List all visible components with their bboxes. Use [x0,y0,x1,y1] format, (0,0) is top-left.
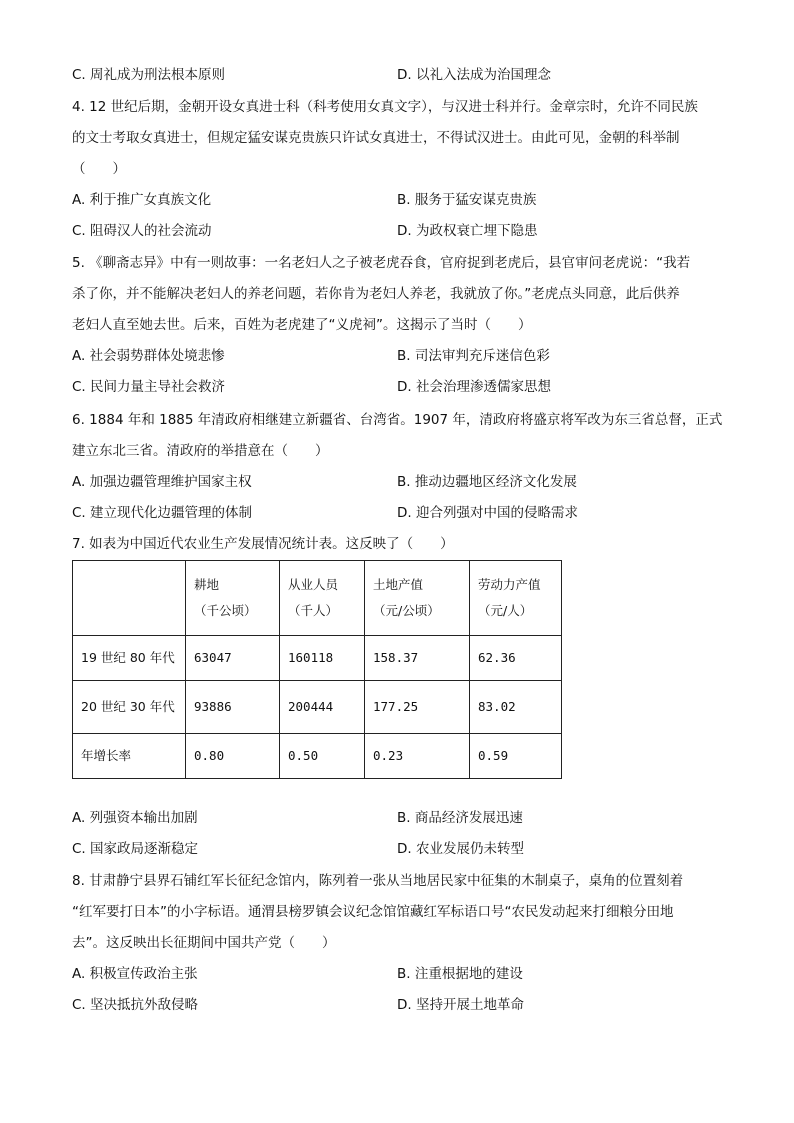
table-header-row [73,561,562,636]
table-header-cell: 劳动力产值 （元/人） [470,561,562,636]
q8-stem-line-2: “红军要打日本”的小字标语。通渭县榜罗镇会议纪念馆馆藏红军标语口号“农民发动起来打细粮分田地 [72,904,674,920]
table-header-cell [73,561,186,636]
q5-option-a: A. 社会弱势群体处境悲惨 [72,348,225,364]
q3-option-d: D. 以礼入法成为治国理念 [397,67,551,83]
q4-option-c: C. 阻碍汉人的社会流动 [72,223,212,239]
q7-option-b: B. 商品经济发展迅速 [397,810,523,826]
q4-option-b: B. 服务于猛安谋克贵族 [397,192,537,208]
q7-stem-line-1: 7. 如表为中国近代农业生产发展情况统计表。这反映了（ ） [72,536,454,552]
table-cell: 19 世纪 80 年代 [73,636,186,681]
table-cell: 0.23 [365,734,470,779]
q5-stem-line-3: 老妇人直至她去世。后来，百姓为老虎建了“义虎祠”。这揭示了当时（ ） [72,317,532,333]
table-cell: 83.02 [470,681,562,734]
q6-option-c: C. 建立现代化边疆管理的体制 [72,505,253,521]
q7-option-d: D. 农业发展仍未转型 [397,841,524,857]
table-cell: 20 世纪 30 年代 [73,681,186,734]
q8-stem-line-1: 8. 甘肃静宁县界石铺红军长征纪念馆内，陈列着一张从当地居民家中征集的木制桌子，桌角的位置刻着 [72,873,684,889]
table-header-cell: 从业人员 （千人） [280,561,365,636]
table-cell: 0.80 [186,734,280,779]
q4-option-d: D. 为政权衰亡埋下隐患 [397,223,538,239]
q6-option-a: A. 加强边疆管理维护国家主权 [72,474,252,490]
q8-option-a: A. 积极宣传政治主张 [72,966,198,982]
table-cell: 63047 [186,636,280,681]
table-cell: 62.36 [470,636,562,681]
q7-option-a: A. 列强资本输出加剧 [72,810,198,826]
table-row [73,636,562,681]
table-cell: 158.37 [365,636,470,681]
table-cell: 160118 [280,636,365,681]
table-cell: 0.59 [470,734,562,779]
q5-option-b: B. 司法审判充斥迷信色彩 [397,348,550,364]
q5-stem-line-2: 杀了你，并不能解决老妇人的养老问题，若你肯为老妇人养老，我就放了你。”老虎点头同意，此后供养 [72,286,680,302]
q5-option-d: D. 社会治理渗透儒家思想 [397,379,551,395]
q6-stem-line-2: 建立东北三省。清政府的举措意在（ ） [72,443,329,459]
table-cell: 年增长率 [73,734,186,779]
q4-option-a: A. 利于推广女真族文化 [72,192,212,208]
q6-option-d: D. 迎合列强对中国的侵略需求 [397,505,578,521]
q8-stem-line-3: 去”。这反映出长征期间中国共产党（ ） [72,935,336,951]
table-header-cell: 耕地 （千公顷） [186,561,280,636]
table-cell: 200444 [280,681,365,734]
table-header-cell: 土地产值 （元/公顷） [365,561,470,636]
q3-option-c: C. 周礼成为刑法根本原则 [72,67,226,83]
q8-option-c: C. 坚决抵抗外敌侵略 [72,997,199,1013]
q4-stem-line-3: （ ） [72,161,126,177]
table-row [73,681,562,734]
q4-stem-line-2: 的文士考取女真进士，但规定猛安谋克贵族只许试女真进士，不得试汉进士。由此可见，金朝的科举制 [72,130,680,146]
table-cell: 0.50 [280,734,365,779]
q6-option-b: B. 推动边疆地区经济文化发展 [397,474,577,490]
agriculture-statistics-table [72,560,562,779]
q5-option-c: C. 民间力量主导社会救济 [72,379,226,395]
q8-option-b: B. 注重根据地的建设 [397,966,523,982]
q8-option-d: D. 坚持开展土地革命 [397,997,524,1013]
q4-stem-line-1: 4. 12 世纪后期，金朝开设女真进士科（科考使用女真文字），与汉进士科并行。金章宗时，允许不同民族 [72,99,698,115]
table-cell: 177.25 [365,681,470,734]
table-row [73,734,562,779]
q6-stem-line-1: 6. 1884 年和 1885 年清政府相继建立新疆省、台湾省。1907 年，清政府将盛京将军改为东三省总督，正式 [72,412,723,428]
q5-stem-line-1: 5. 《聊斋志异》中有一则故事：一名老妇人之子被老虎吞食，官府捉到老虎后，县官审问老虎说：“我若 [72,255,691,271]
table-cell: 93886 [186,681,280,734]
q7-option-c: C. 国家政局逐渐稳定 [72,841,199,857]
